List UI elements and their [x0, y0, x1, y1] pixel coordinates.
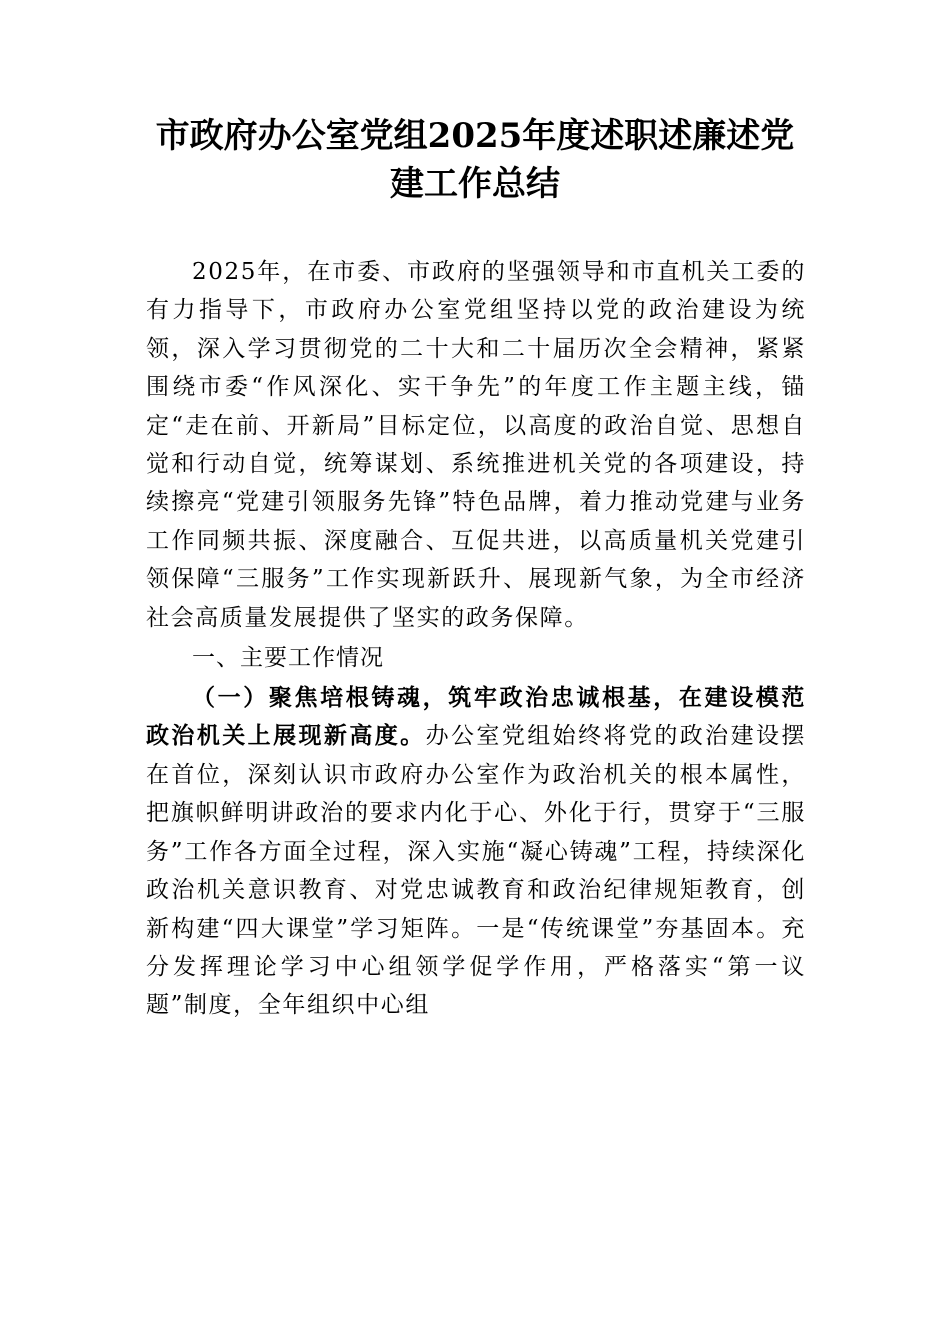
section-1-text: 办公室党组始终将党的政治建设摆在首位，深刻认识市政府办公室作为政治机关的根本属性，把旗帜鲜明讲政治的要求内化于心、外化于行，贯穿于“三服务”工作各方面全过程，深入实施“凝心铸魂”工程，持续深化政治机关意识教育、对党忠诚教育和政治纪律规矩教育，创新构建“四大课堂”学习矩阵。一是“传统课堂”夯基固本。充分发挥理论学习中心组领学促学作用，严格落实“第一议题”制度，全年组织中心组: [146, 723, 806, 1019]
section-heading-main-work: 一、主要工作情况: [192, 645, 384, 672]
section-1-lead: （一）聚焦培根铸魂，筑牢政治忠诚根基，在建设模范政治机关上展现新高度。: [146, 684, 806, 750]
intro-paragraph: 2025年，在市委、市政府的坚强领导和市直机关工委的有力指导下，市政府办公室党组坚持以党的政治建设为统领，深入学习贯彻党的二十大和二十届历次全会精神，紧紧围绕市委“作风深化、实干争先”的年度工作主题主线，锚定“走在前、开新局”目标定位，以高度的政治自觉、思想自觉和行动自觉，统筹谋划、系统推进机关党的各项建设，持续擦亮“党建引领服务先锋”特色品牌，着力推动党建与业务工作同频共振、深度融合、互促共进，以高质量机关党建引领保障“三服务”工作实现新跃升、展现新气象，为全市经济社会高质量发展提供了坚实的政务保障。: [146, 259, 806, 631]
document-body: [146, 253, 806, 1025]
section-1-paragraph: [146, 679, 806, 1025]
document-title: 市政府办公室党组2025年度述职述廉述党建工作总结: [155, 116, 795, 204]
